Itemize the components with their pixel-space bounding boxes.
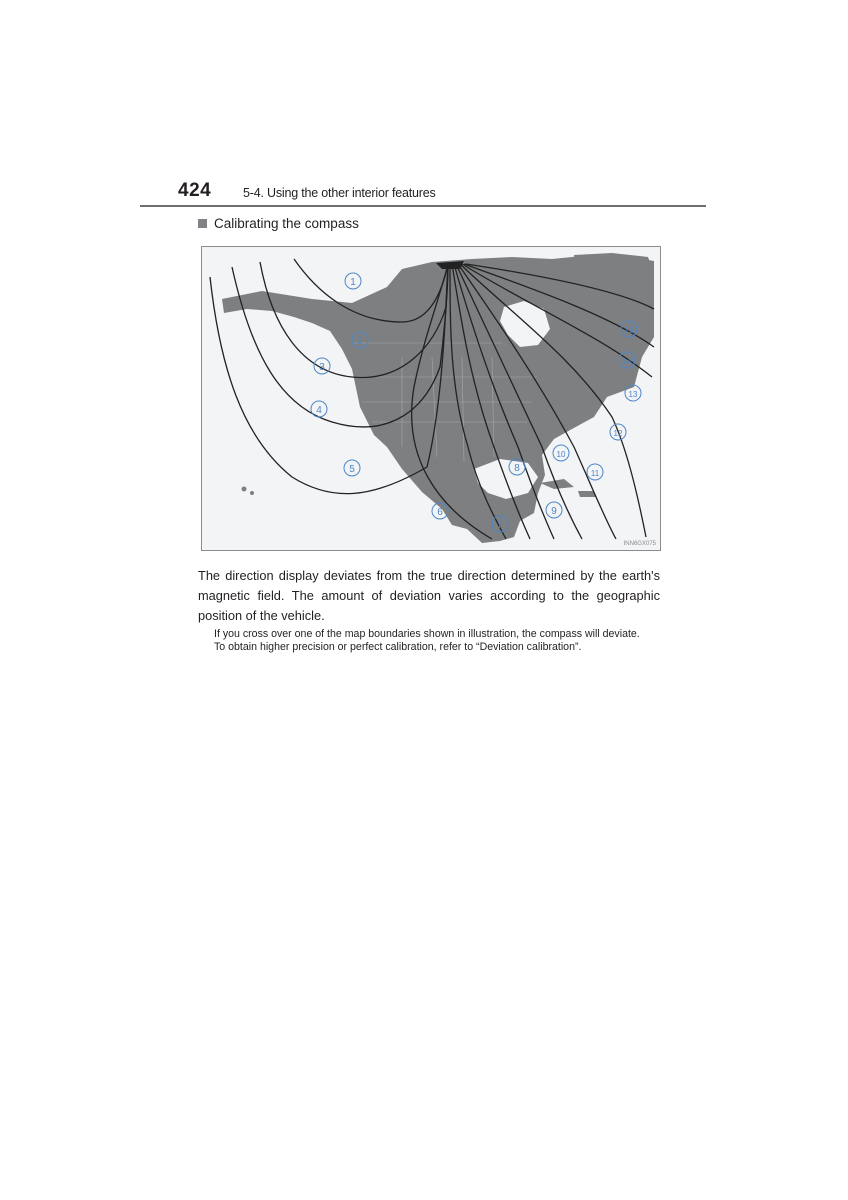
map-illustration [202, 247, 661, 551]
page-number: 424 [178, 180, 212, 201]
zone-number-13: 13 [628, 390, 638, 399]
zone-label-5 [344, 460, 360, 476]
zone-label-13 [625, 385, 641, 401]
zone-number-9: 9 [551, 506, 557, 517]
zone-label-3 [314, 358, 330, 374]
note-item: If you cross over one of the map boundaries shown in illustration, the compass will deviate. [214, 628, 640, 640]
header-divider [140, 205, 706, 207]
zone-label-9 [546, 502, 562, 518]
zone-number-10: 10 [556, 450, 566, 459]
hawaii-island-2 [250, 491, 254, 495]
notes [214, 628, 660, 654]
body-paragraph: The direction display deviates from the true direction determined by the earth's magnetic field. The amount of deviation varies according to the geographic position of the vehicle. [198, 568, 660, 623]
zone-number-3: 3 [319, 362, 325, 373]
zone-number-8: 8 [514, 463, 520, 474]
zone-number-11: 11 [590, 469, 600, 478]
subheading [198, 216, 359, 231]
compass-zone-map [201, 246, 661, 551]
zone-label-1 [345, 273, 361, 289]
zone-label-10 [553, 445, 569, 461]
square-bullet-icon [198, 219, 207, 228]
figure-code: INN6GX075 [623, 541, 656, 547]
zone-number-2: 2 [357, 336, 363, 347]
zone-number-14: 14 [622, 357, 632, 366]
zone-number-6: 6 [437, 507, 443, 518]
note-item: To obtain higher precision or perfect calibration, refer to “Deviation calibration”. [214, 641, 582, 653]
zone-label-11 [587, 464, 603, 480]
hawaii-island [242, 487, 247, 492]
zone-number-15: 15 [624, 326, 634, 335]
zone-label-4 [311, 401, 327, 417]
zone-number-7: 7 [497, 520, 503, 531]
zone-number-1: 1 [350, 277, 356, 288]
zone-number-4: 4 [316, 405, 322, 416]
zone-number-5: 5 [349, 464, 355, 475]
zone-number-12: 12 [613, 429, 623, 438]
section-title: 5-4. Using the other interior features [243, 186, 436, 200]
zone-label-12 [610, 424, 626, 440]
subheading-text: Calibrating the compass [214, 216, 359, 231]
